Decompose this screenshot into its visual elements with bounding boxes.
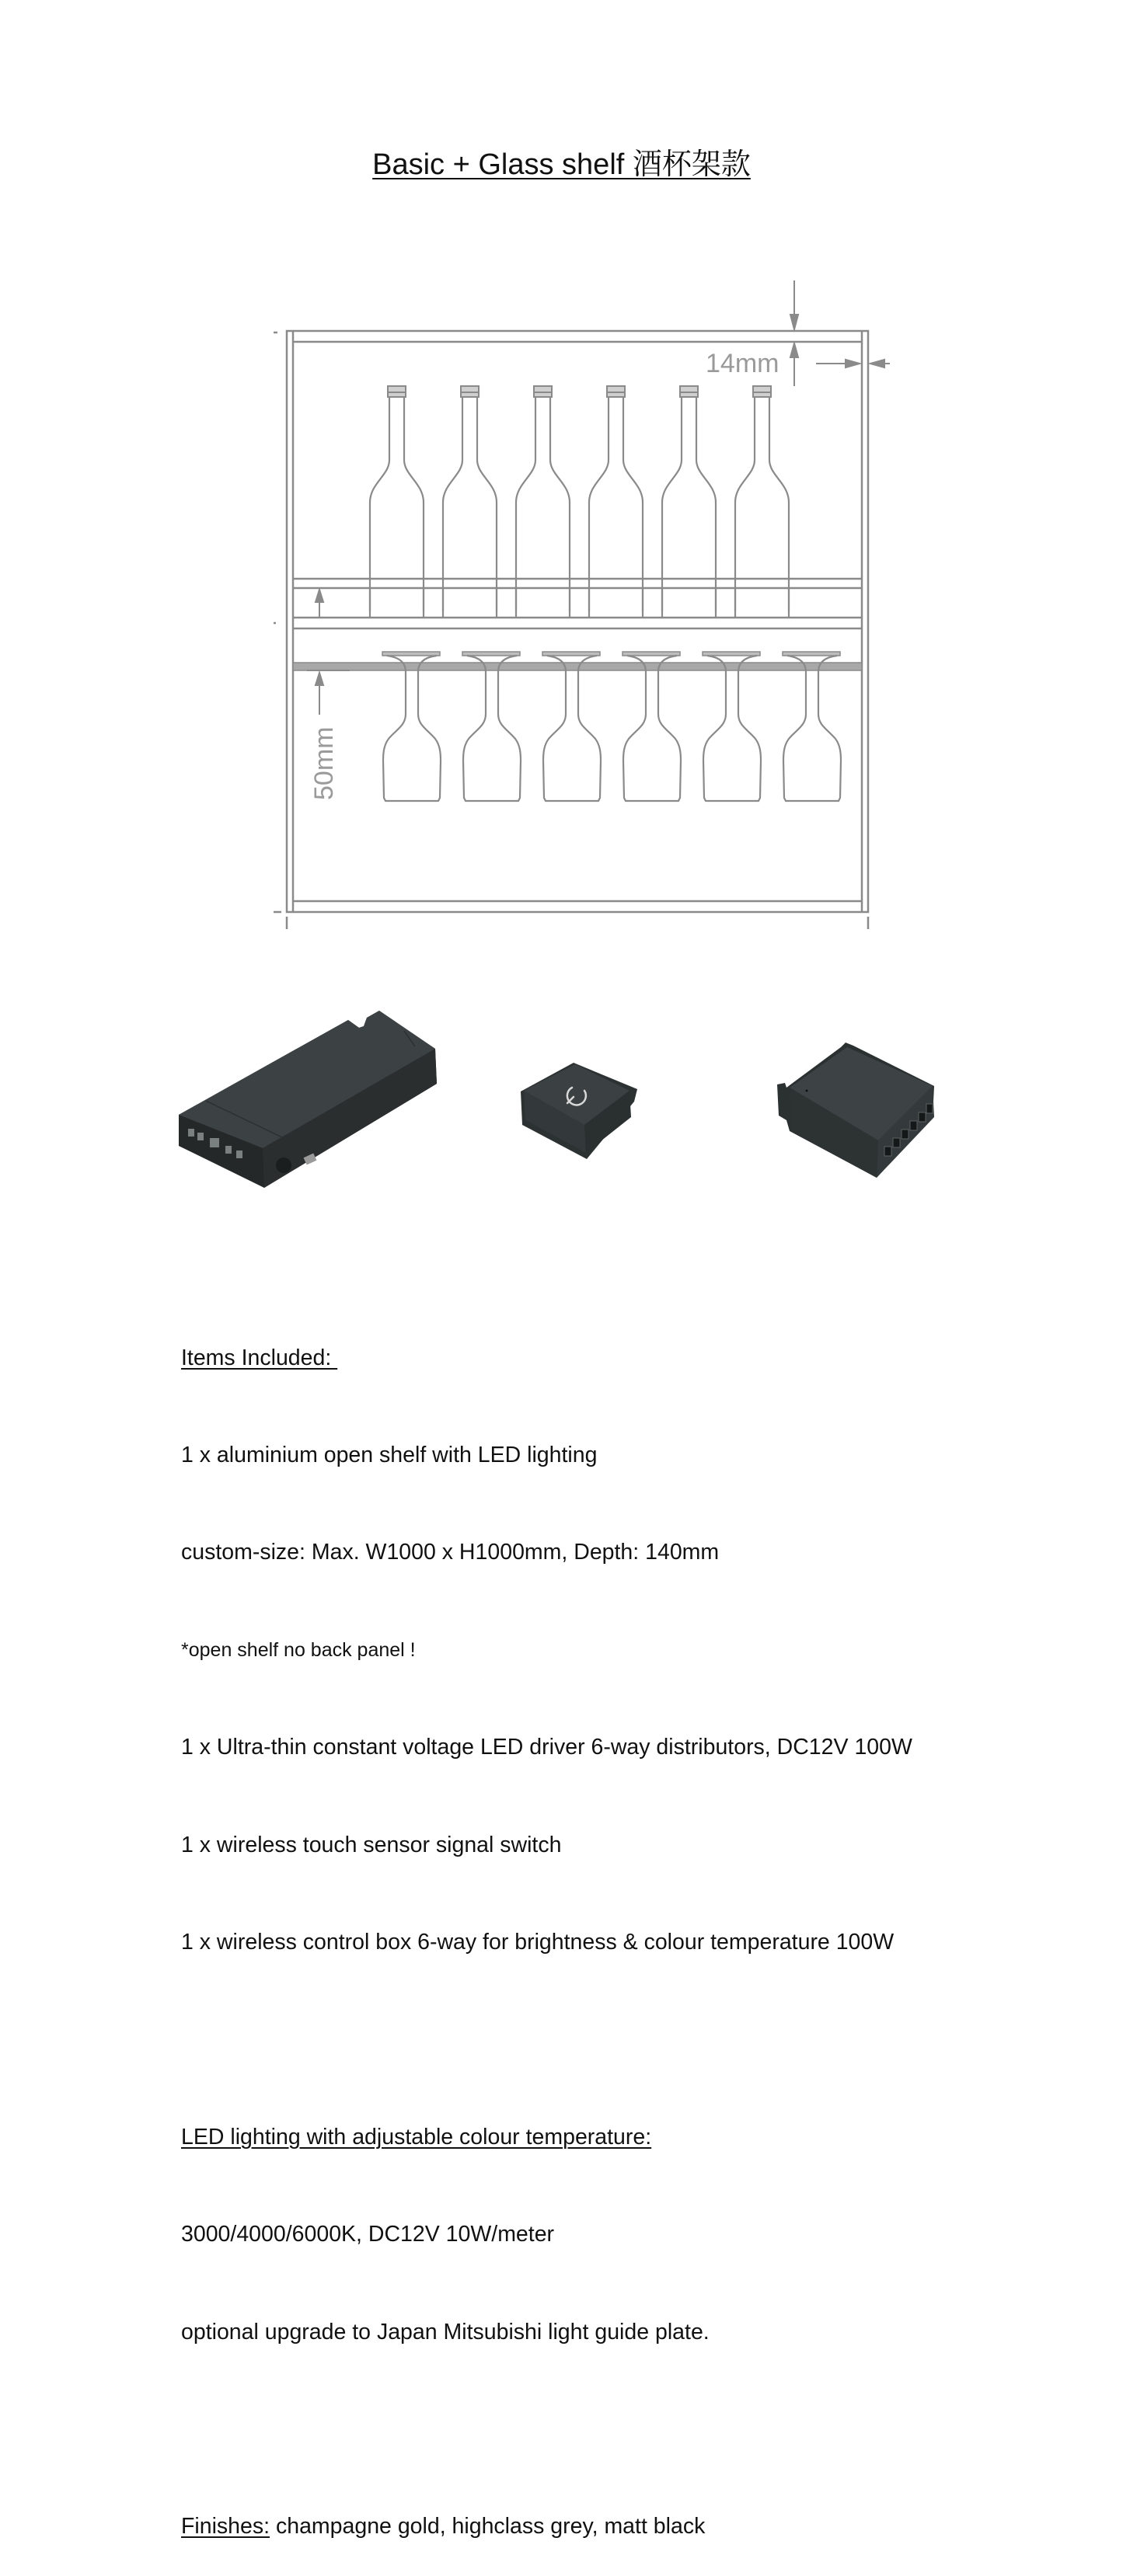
led-line: 3000/4000/6000K, DC12V 10W/meter xyxy=(181,2222,555,2247)
glass-rack-bar xyxy=(293,663,862,670)
led-driver-image xyxy=(171,1006,443,1196)
bottle xyxy=(516,386,570,611)
bottle-shelf xyxy=(293,579,862,628)
shelf-technical-drawing xyxy=(0,0,1123,979)
specs-section xyxy=(181,1277,912,2576)
item-line: 1 x wireless touch sensor signal switch xyxy=(181,1832,562,1857)
page-title-text: Basic + Glass shelf 酒杯架款 xyxy=(372,148,751,181)
items-included-heading: Items Included: xyxy=(181,1345,338,1370)
touch-switch-image xyxy=(513,1057,661,1165)
led-line: optional upgrade to Japan Mitsubishi light guide plate. xyxy=(181,2319,710,2345)
item-line: 1 x aluminium open shelf with LED lighting xyxy=(181,1442,598,1467)
bottle xyxy=(735,386,789,611)
led-heading: LED lighting with adjustable colour temperature: xyxy=(181,2124,652,2150)
item-line: 1 x Ultra-thin constant voltage LED driver 6-way distributors, DC12V 100W xyxy=(181,1735,912,1760)
dimension-14mm-label: 14mm xyxy=(706,349,779,378)
wine-glass xyxy=(382,652,441,801)
wine-glass xyxy=(783,652,841,801)
control-box-image xyxy=(769,1039,948,1183)
wine-bottles xyxy=(370,386,789,611)
wine-glass xyxy=(542,652,601,801)
bottle xyxy=(589,386,643,611)
bottle xyxy=(370,386,424,611)
dimension-50mm xyxy=(307,590,350,715)
item-note: *open shelf no back panel ! xyxy=(181,1638,416,1661)
finishes-label: Finishes: xyxy=(181,2514,270,2539)
item-line: custom-size: Max. W1000 x H1000mm, Depth: 140mm xyxy=(181,1540,720,1565)
dimension-14mm xyxy=(790,280,890,386)
bottle xyxy=(662,386,716,611)
wine-glass xyxy=(462,652,521,801)
wine-glass xyxy=(703,652,761,801)
wine-glasses xyxy=(382,652,841,801)
finishes-line xyxy=(181,2511,912,2543)
product-images xyxy=(0,994,1123,1204)
finishes-value: champagne gold, highclass grey, matt black xyxy=(270,2514,706,2539)
wine-glass xyxy=(623,652,681,801)
shelf-frame xyxy=(274,331,868,929)
item-line: 1 x wireless control box 6-way for brightness & colour temperature 100W xyxy=(181,1929,895,1955)
bottle xyxy=(443,386,497,611)
dimension-50mm-label: 50mm xyxy=(309,726,339,800)
